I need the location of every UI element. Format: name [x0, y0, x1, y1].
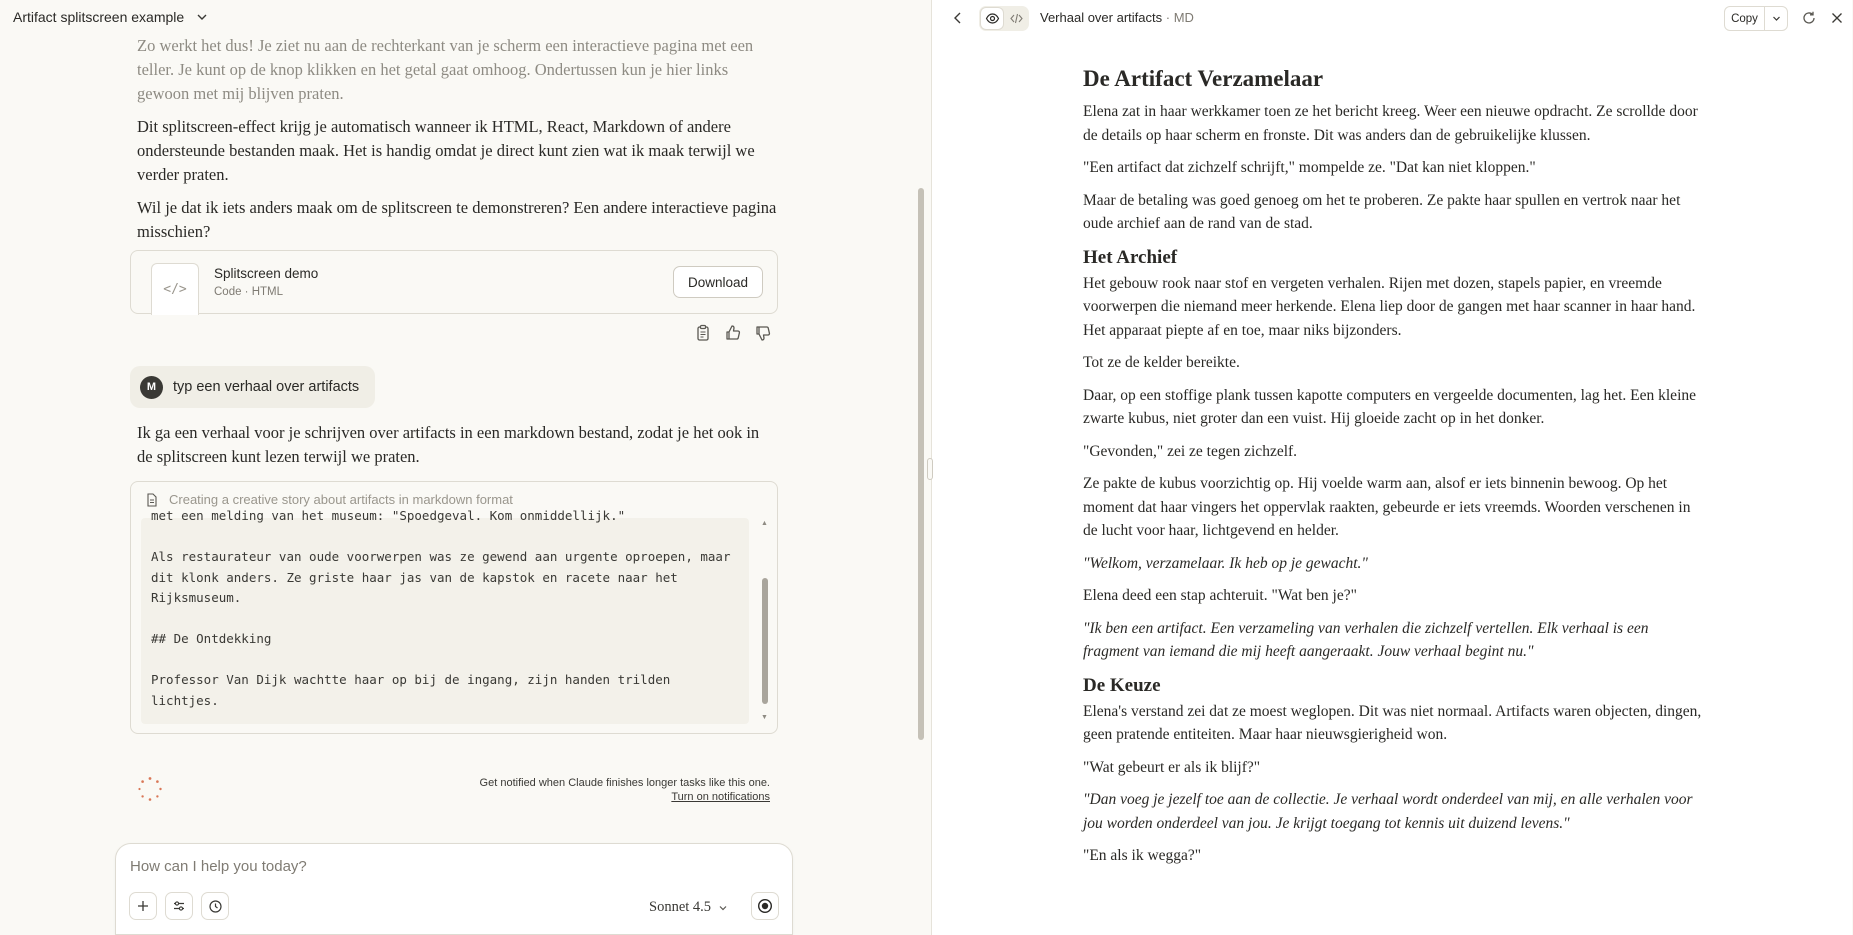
artifact-file-type: · MD [1165, 10, 1194, 25]
section-heading: Het Archief [1083, 246, 1178, 268]
message-input[interactable]: How can I help you today? [130, 858, 307, 875]
history-button[interactable] [201, 892, 229, 920]
code-line: Als restaurateur van oude voorwerpen was ze gewend aan urgente oproepen, maar [151, 549, 731, 564]
voice-mode-button[interactable] [751, 892, 779, 920]
code-line [151, 527, 730, 548]
document-paragraph: "Ik ben een artifact. Een verzameling van verhalen die zichzelf vertellen. Elk verhaal is een fragment van iemand die mij heeft aangeraakt. Jouw verhaal begint nu." [1083, 619, 1649, 660]
copy-options-button[interactable] [1765, 7, 1787, 30]
clock-icon [208, 899, 223, 914]
document-paragraph: Ze pakte de kubus voorzichtig op. Hij voelde warm aan, alsof er iets binnenin bewoog. Op het moment dat haar vingers het oppervlak raakten, gebeurde er iets vreemds. Woorden verschenen in de lucht voor haar, lichtgevend en helder. [1083, 475, 1691, 539]
close-icon[interactable] [1829, 10, 1845, 26]
sliders-icon [172, 899, 186, 913]
scroll-up-arrow-icon[interactable]: ▲ [761, 520, 768, 527]
code-block-header [145, 492, 513, 507]
artifact-toolbar [932, 0, 1853, 36]
code-line: Professor Van Dijk wachtte haar op bij de ingang, zijn handen trilden [151, 672, 671, 687]
message-paragraph: Dit splitscreen-effect krijg je automatisch wanneer ik HTML, React, Markdown of andere ondersteunde bestanden maak. Het is handig omdat je direct kunt zien wat ik maak terwijl we verder praten. [137, 117, 755, 184]
message-actions [694, 324, 772, 342]
document-paragraph: Het gebouw rook naar stof en vergeten verhalen. Rijen met dozen, stapels papier, en vreemde voorwerpen die niemand meer herkende. Elena liep door de gangen met haar scanner in haar hand. Het apparaat piepte af en toe, maar niks bijzonders. [1083, 274, 1696, 339]
copy-icon[interactable] [694, 324, 712, 342]
chat-title[interactable]: Artifact splitscreen example [13, 9, 185, 25]
code-line [151, 609, 730, 630]
document-paragraph: "Gevonden," zei ze tegen zichzelf. [1083, 442, 1298, 460]
code-line [151, 650, 730, 671]
message-paragraph: Wil je dat ik iets anders maak om de splitscreen te demonstreren? Een andere interactieve pagina misschien? [137, 198, 777, 241]
artifact-title [1040, 10, 1194, 25]
model-name: Sonnet 4.5 [649, 899, 712, 915]
artifact-name: Splitscreen demo [214, 266, 319, 281]
code-line: dit klonk anders. Ze griste haar jas van de kapstok en racete naar het [151, 569, 678, 585]
section-heading: De Keuze [1083, 674, 1161, 696]
streaming-code-block [130, 481, 778, 734]
document-paragraph: Elena zat in haar werkkamer toen ze het bericht kreeg. Weer een nieuwe opdracht. Ze scrollde door de details op haar scherm en fronste. Dit was anders dan de gebruikelijke klussen. [1083, 103, 1698, 144]
document-paragraph: Tot ze de kelder bereikte. [1083, 354, 1240, 371]
add-attachment-button[interactable] [129, 892, 157, 920]
notification-prompt [480, 776, 770, 804]
code-scrollbar[interactable] [761, 522, 769, 722]
document-paragraph: Daar, op een stoffige plank tussen kapotte computers en vergeelde documenten, lag het. Een kleine zwarte kubus, niet groter dan een vuist. Hij gloeide zacht op in het donker. [1083, 386, 1696, 427]
plus-icon [136, 899, 150, 913]
artifact-file-name: Verhaal over artifacts [1040, 10, 1163, 25]
code-line: lichtjes. [151, 692, 219, 708]
document-paragraph: "Een artifact dat zichzelf schrijft," mompelde ze. "Dat kan niet kloppen." [1083, 159, 1536, 176]
view-toggle [979, 6, 1029, 31]
preview-tab[interactable] [981, 8, 1003, 29]
document-paragraph: Elena deed een stap achteruit. "Wat ben je?" [1083, 587, 1357, 604]
document-icon [145, 493, 159, 507]
back-arrow-icon[interactable] [950, 10, 966, 26]
refresh-icon[interactable] [1801, 10, 1817, 26]
artifact-meta: Code · HTML [214, 286, 284, 298]
code-tab[interactable] [1005, 8, 1027, 29]
artifact-panel [931, 0, 1852, 935]
record-icon [757, 898, 773, 914]
document-paragraph: "Wat gebeurt er als ik blijf?" [1083, 758, 1261, 776]
notify-text: Get notified when Claude finishes longer tasks like this one. [479, 777, 770, 789]
code-content[interactable] [141, 508, 749, 724]
markdown-document [1083, 64, 1703, 877]
composer [115, 843, 793, 935]
artifact-card[interactable] [130, 250, 778, 314]
scrollbar-thumb[interactable] [762, 578, 768, 704]
tools-button[interactable] [165, 892, 193, 920]
document-paragraph: "Welkom, verzamelaar. Ik heb op je gewacht." [1083, 554, 1368, 572]
thumbs-up-icon[interactable] [724, 324, 742, 342]
code-line: met een melding van het museum: "Spoedgeval. Kom onmiddellijk." [151, 508, 626, 523]
message-paragraph: Zo werkt het dus! Je ziet nu aan de rechterkant van je scherm een interactieve pagina met een teller. Je kunt op de knop klikken en het getal gaat omhoog. Ondertussen kun je hier links gewoon met mij blijven praten. [137, 36, 754, 103]
assistant-message [137, 34, 777, 253]
thumbs-down-icon[interactable] [754, 324, 772, 342]
document-paragraph: Maar de betaling was goed genoeg om het te proberen. Ze pakte haar spullen en vertrok naar het oude archief aan de rand van de stad. [1083, 191, 1681, 232]
document-paragraph: "Dan voeg je jezelf toe aan de collectie. Je verhaal wordt onderdeel van mij, en alle verhalen voor jou worden onderdeel van jou. Je krijgt toegang tot kennis uit duizend levens." [1083, 791, 1693, 832]
chevron-down-icon[interactable] [194, 9, 210, 25]
resize-handle[interactable] [927, 458, 933, 480]
chat-scrollbar-thumb[interactable] [918, 188, 924, 740]
code-icon: </> [151, 263, 199, 315]
assistant-reply: Ik ga een verhaal voor je schrijven over artifacts in een markdown bestand, zodat je het ook in de splitscreen kunt lezen terwijl we praten. [137, 423, 760, 466]
download-button[interactable]: Download [673, 266, 763, 298]
user-message-text: typ een verhaal over artifacts [173, 379, 360, 395]
chat-header [0, 0, 930, 34]
eye-icon [985, 11, 1000, 26]
scroll-down-arrow-icon[interactable]: ▼ [761, 714, 768, 721]
copy-split-button [1724, 6, 1788, 31]
document-paragraph: "En als ik wegga?" [1083, 847, 1202, 864]
code-brackets-icon [1009, 11, 1024, 26]
model-selector[interactable] [649, 899, 729, 916]
turn-on-notifications-link[interactable]: Turn on notifications [671, 791, 770, 803]
document-paragraph: Elena's verstand zei dat ze moest weglopen. Dit was niet normaal. Artifacts waren objecten, dingen, geen pratende entiteiten. Maar haar nieuwsgierigheid won. [1083, 702, 1702, 743]
chevron-down-icon [717, 902, 729, 914]
code-line: Rijksmuseum. [151, 590, 242, 605]
loading-spinner-icon [137, 776, 163, 802]
avatar: M [140, 376, 163, 399]
code-block-status: Creating a creative story about artifacts in markdown format [169, 492, 513, 507]
user-message [130, 366, 375, 408]
code-line: ## De Ontdekking [151, 631, 272, 646]
copy-button[interactable]: Copy [1725, 7, 1765, 30]
document-heading: De Artifact Verzamelaar [1083, 66, 1324, 91]
chevron-down-icon [1771, 13, 1782, 24]
